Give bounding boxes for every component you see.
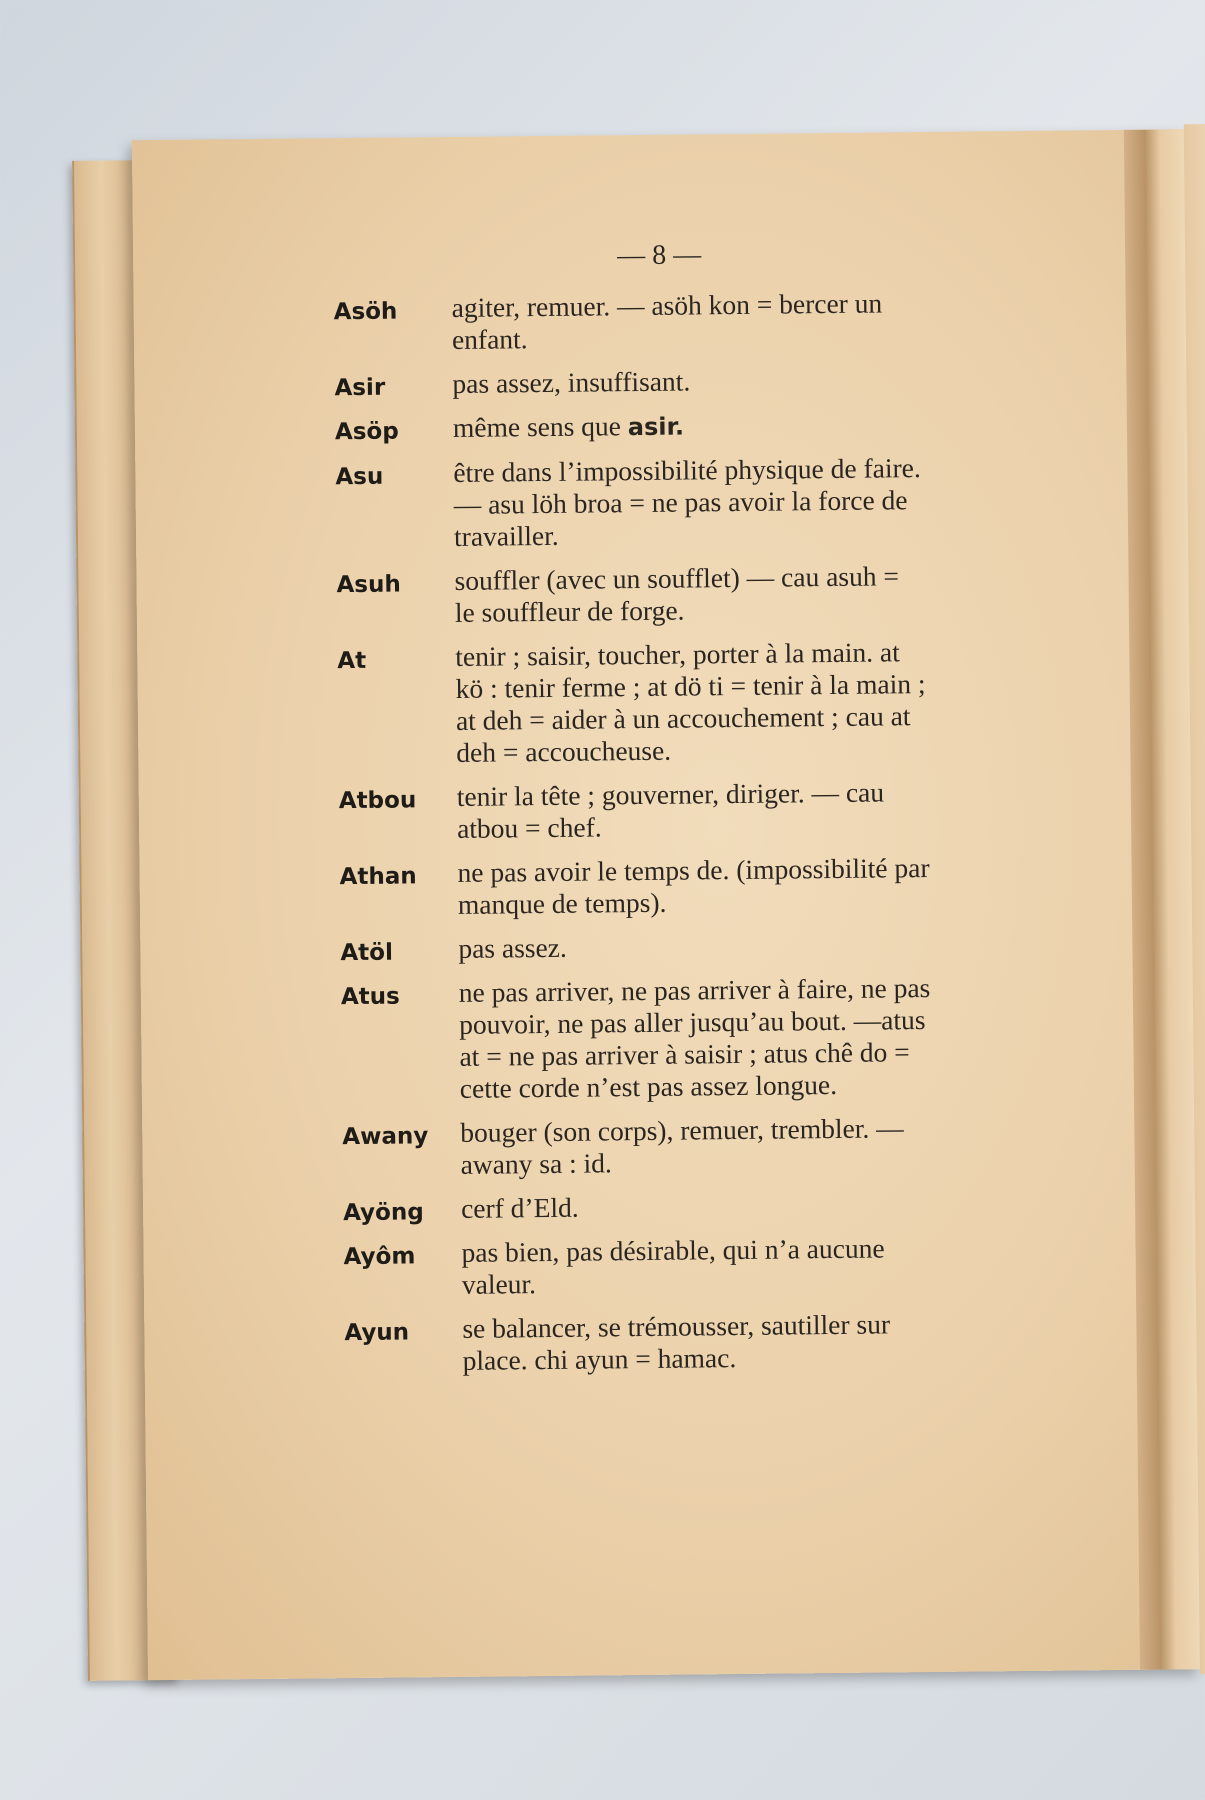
entry [341,971,1022,1106]
definition [452,362,1014,400]
entry [335,451,1016,554]
entry [333,286,1014,357]
definition-line: atbou = chef. [456,811,602,844]
definition-line: ne pas arriver, ne pas arriver à faire, ne pas [458,971,931,1008]
definition-line: manque de temps). [457,886,667,920]
entry [336,559,1017,630]
definition-line [453,406,1015,445]
headword: Asuh [336,571,401,599]
definition [454,559,1017,629]
entry [340,927,1020,966]
definition-line: cerf d’Eld. [460,1191,579,1224]
book [72,129,1205,1696]
definition-line: travailler. [453,519,559,552]
definition-line: place. chi ayun = hamac. [462,1342,737,1376]
definition [461,1187,1023,1225]
definition-line: ne pas avoir le temps de. (impossibilité par [457,851,930,888]
entry-list [333,286,1024,1390]
definition-line: valeur. [461,1268,537,1300]
definition-prefix: même sens que [452,410,628,443]
dictionary-page [132,129,1200,1680]
definition-line: agiter, remuer. — asöh kon = bercer un [451,287,883,323]
definition-line: tenir ; saisir, toucher, porter à la main. at [455,636,900,672]
definition-line: bouger (son corps), remuer, trembler. — [460,1112,904,1148]
definition [461,1231,1024,1301]
headword: Atöl [340,939,394,967]
entry [343,1231,1024,1302]
entry [334,362,1014,401]
definition-line: cette corde n’est pas assez longue. [459,1068,838,1104]
definition-line: pas assez, insuffisant. [452,365,691,399]
headword: Ayôm [343,1243,416,1271]
definition-line: être dans l’impossibilité physique de faire. [453,452,921,488]
entry [343,1187,1023,1226]
definition-line: deh = accoucheuse. [456,734,672,768]
definition [459,971,1022,1105]
entry [337,635,1018,770]
definition-line: at = ne pas arriver à saisir ; atus chê do = [459,1036,910,1072]
definition [458,927,1020,965]
headword: Asu [335,463,384,491]
headword: Atbou [338,787,417,815]
definition-line: souffler (avec un soufflet) — cau asuh = [454,560,900,596]
definition-line: le souffleur de forge. [454,594,685,628]
definition-line: pas bien, pas désirable, qui n’a aucune [461,1232,885,1268]
entry [344,1307,1025,1378]
headword: At [337,647,367,675]
definition [462,1307,1025,1377]
definition [455,635,1018,769]
definition-line: at deh = aider à un accouchement ; cau at [455,700,911,736]
headword: Awany [342,1123,429,1151]
entry [339,851,1020,922]
headword: Ayöng [342,1199,424,1227]
entry [342,1111,1023,1182]
headword: Asöh [333,298,398,326]
headword: Athan [339,863,417,891]
definition-line: — asu löh broa = ne pas avoir la force de [453,484,908,520]
definition [460,1111,1023,1181]
definition-line: se balancer, se trémousser, sautiller sur [462,1308,891,1344]
entry [335,406,1015,446]
definition [457,775,1020,845]
headword: Atus [340,983,400,1011]
definition-line: kö : tenir ferme ; at dö ti = tenir à la main ; [455,668,926,704]
cross-reference: asir. [627,412,685,442]
definition-line: pas assez. [458,931,567,964]
headword: Ayun [344,1319,410,1347]
definition [453,406,1015,445]
definition [457,851,1020,921]
page-number: — 8 — [616,239,702,272]
definition-line: tenir la tête ; gouverner, diriger. — cau [456,776,885,812]
entry [339,775,1020,846]
definition-line: awany sa : id. [460,1147,613,1180]
definition-line: enfant. [451,323,528,355]
headword: Asöp [334,418,399,446]
definition [453,451,1016,553]
definition-line: pouvoir, ne pas aller jusqu’au bout. —atus [458,1004,926,1040]
headword: Asir [334,374,386,402]
definition [451,286,1014,356]
